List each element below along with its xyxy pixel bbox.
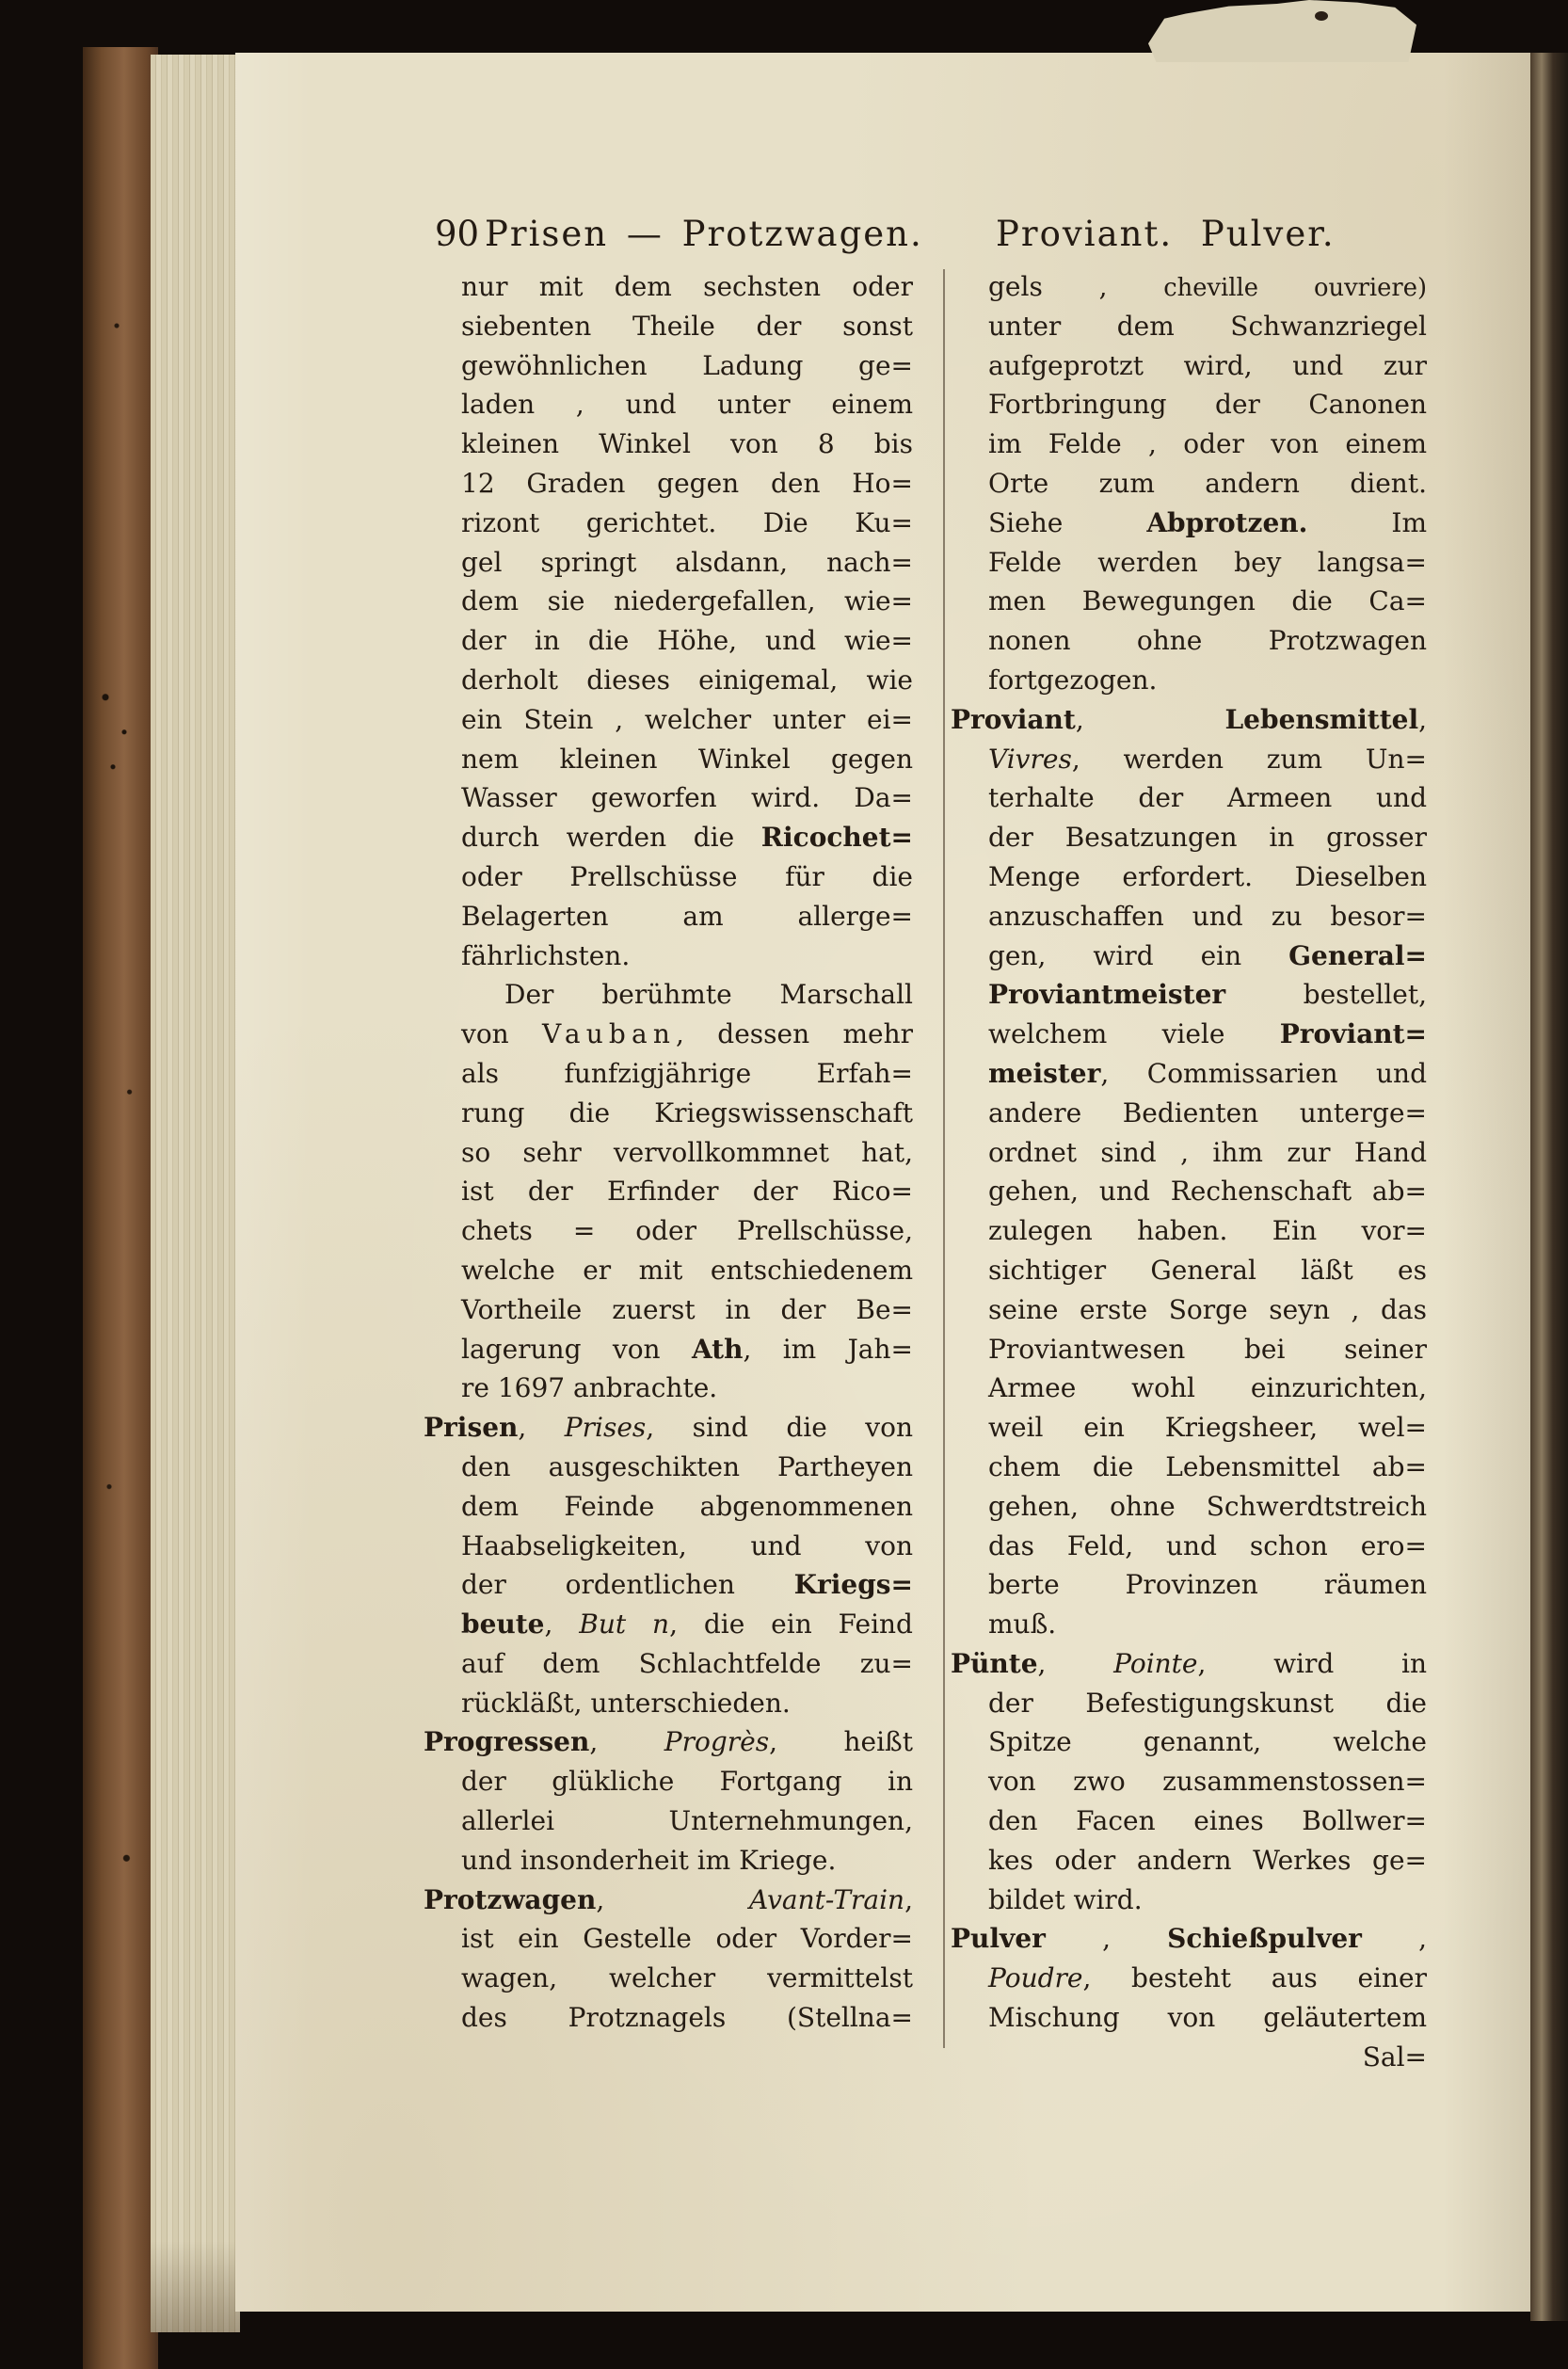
text-line: [988, 543, 1427, 583]
right-page-edges: [1530, 53, 1568, 2321]
text-run: wagen, welcher vermittelst: [461, 1962, 913, 1994]
text-line: [988, 1290, 1427, 1330]
text-column-left: [424, 267, 913, 2038]
bold-term: Protzwagen: [424, 1883, 597, 1915]
text-line: [461, 385, 913, 424]
text-run: Felde werden bey langsa=: [988, 546, 1427, 578]
text-line: [461, 1998, 913, 2038]
text-run: des Protznagels (Stellna=: [461, 2002, 913, 2034]
text-line: [461, 543, 913, 583]
torn-paper-scrap: [1148, 0, 1416, 62]
text-line: [461, 1684, 913, 1723]
text-line: [461, 1448, 913, 1487]
text-run: das Feld, und schon ero=: [988, 1529, 1427, 1561]
text-line: [988, 1959, 1427, 1998]
text-line: [461, 1133, 913, 1173]
bold-term: Prisen: [424, 1412, 519, 1444]
bold-term: Schießpulver: [1167, 1923, 1362, 1955]
text-run: lagerung von: [461, 1333, 692, 1365]
text-run: rückläßt, unterschieden.: [461, 1687, 791, 1719]
text-run: unter dem Schwanzriegel: [988, 310, 1427, 342]
text-run: oder Prellschüsse für die: [461, 860, 913, 892]
text-run: ,: [1037, 1647, 1114, 1679]
text-line: [461, 740, 913, 779]
text-run: Wasser geworfen wird. Da=: [461, 782, 913, 814]
text-line: [951, 1919, 1427, 1959]
text-line: [988, 1448, 1427, 1487]
text-line: [461, 1290, 913, 1330]
text-line: [988, 504, 1427, 543]
text-run: gewöhnlichen Ladung ge=: [461, 349, 913, 381]
text-run: anzuschaffen und zu besor=: [988, 900, 1427, 932]
text-run: , heißt: [769, 1726, 913, 1758]
text-line: [461, 1172, 913, 1211]
text-run: Spitze genannt, welche: [988, 1726, 1427, 1758]
text-line: [424, 1722, 913, 1762]
text-run: , besteht aus einer: [1082, 1962, 1427, 1994]
text-line: [988, 1998, 1427, 2038]
text-run: von: [461, 1018, 543, 1050]
text-run: der in die Höhe, und wie=: [461, 625, 913, 657]
text-run: andere Bedienten unterge=: [988, 1096, 1427, 1128]
text-run: ,: [589, 1726, 664, 1758]
text-line: [461, 1330, 913, 1369]
bold-term: beute: [461, 1609, 545, 1641]
text-line: [988, 1487, 1427, 1527]
text-run: rizont gerichtet. Die Ku=: [461, 506, 913, 538]
text-line: [988, 936, 1427, 976]
bold-term: meister: [988, 1057, 1101, 1089]
text-line: [988, 307, 1427, 346]
text-line: [988, 1605, 1427, 1644]
text-run: siebenten Theile der sonst: [461, 310, 913, 342]
text-line: [461, 1487, 913, 1527]
text-run: bildet wird.: [988, 1883, 1143, 1915]
text-run: Belagerten am allerge=: [461, 900, 913, 932]
text-run: chem die Lebensmittel ab=: [988, 1450, 1427, 1482]
bold-term: Pünte: [951, 1647, 1038, 1679]
bold-term: Proviant=: [1279, 1018, 1427, 1050]
text-line: [988, 1094, 1427, 1133]
text-run: , im Jah=: [743, 1333, 913, 1365]
italic-term: Progrès: [664, 1726, 770, 1758]
bold-term: Ricochet=: [760, 822, 913, 854]
text-line: [988, 1722, 1427, 1762]
text-run: laden , und unter einem: [461, 389, 913, 421]
text-line: [988, 385, 1427, 424]
text-run: nonen ohne Protzwagen: [988, 625, 1427, 657]
text-line: [461, 464, 913, 504]
text-line: [988, 1133, 1427, 1173]
italic-term: Pointe: [1113, 1647, 1198, 1679]
text-line: [988, 424, 1427, 464]
text-line: [988, 1527, 1427, 1566]
italic-term: But n: [579, 1609, 670, 1641]
text-run: der ordentlichen: [461, 1569, 794, 1601]
bold-term: Proviant: [951, 703, 1076, 735]
text-line: [461, 661, 913, 700]
text-line: [988, 1801, 1427, 1841]
text-run: ,: [544, 1609, 580, 1641]
text-line: [988, 1565, 1427, 1605]
text-run: von zwo zusammenstossen=: [988, 1766, 1427, 1798]
bold-term: Kriegs=: [793, 1569, 913, 1601]
text-run: nur mit dem sechsten oder: [461, 271, 913, 302]
text-run: rung die Kriegswissenschaft: [461, 1096, 913, 1128]
paragraph: [988, 267, 1427, 700]
text-run: zulegen haben. Ein vor=: [988, 1215, 1427, 1247]
running-title-left: Prisen — Protzwagen.: [485, 214, 923, 254]
text-run: der glükliche Fortgang in: [461, 1766, 913, 1798]
dictionary-entry: [951, 1644, 1427, 1920]
text-line: [988, 346, 1427, 386]
text-run: und insonderheit im Kriege.: [461, 1844, 837, 1876]
text-line: [461, 1015, 913, 1054]
text-run: gel springt alsdann, nach=: [461, 546, 913, 578]
bold-term: Lebensmittel: [1224, 703, 1419, 735]
text-line: [424, 1408, 913, 1448]
text-line: [461, 1054, 913, 1094]
text-line: [988, 1841, 1427, 1881]
text-line: [988, 1172, 1427, 1211]
italic-term: Avant-Train: [749, 1883, 905, 1915]
text-line: [988, 975, 1427, 1015]
text-line: [461, 936, 913, 976]
text-run: Armee wohl einzurichten,: [988, 1372, 1427, 1404]
text-run: berte Provinzen räumen: [988, 1569, 1427, 1601]
text-line: [461, 1959, 913, 1998]
text-line: [461, 582, 913, 621]
text-line: [461, 1369, 913, 1408]
text-line: [988, 857, 1427, 897]
text-run: terhalte der Armeen und: [988, 782, 1427, 814]
text-run: Haabseligkeiten, und von: [461, 1529, 913, 1561]
text-line: [988, 1684, 1427, 1723]
text-run: , wird in: [1197, 1647, 1427, 1679]
text-run: ,: [596, 1883, 749, 1915]
text-run: gels ,: [988, 271, 1164, 302]
text-run: 12 Graden gegen den Ho=: [461, 467, 913, 499]
text-run: dem Feinde abgenommenen: [461, 1490, 913, 1522]
text-line: [988, 464, 1427, 504]
text-line: [988, 1015, 1427, 1054]
dictionary-entry: [424, 1722, 913, 1880]
text-line: [461, 424, 913, 464]
text-line: [461, 346, 913, 386]
text-run: ,: [1361, 1923, 1427, 1955]
running-head: [0, 211, 1568, 258]
dictionary-entry: [424, 1881, 913, 2038]
text-run: , die ein Feind: [669, 1609, 913, 1641]
text-run: ,: [1418, 703, 1427, 735]
text-line: [461, 1527, 913, 1566]
dictionary-entry: [424, 1408, 913, 1722]
text-run: welche er mit entschiedenem: [461, 1254, 913, 1286]
text-run: ,: [1045, 1923, 1168, 1955]
text-line: [988, 1330, 1427, 1369]
text-run: seine erste Sorge seyn , das: [988, 1293, 1427, 1325]
text-line: [461, 778, 913, 818]
text-run: , Commissarien und: [1100, 1057, 1427, 1089]
italic-term: Prises: [564, 1412, 647, 1444]
text-line: [461, 897, 913, 936]
text-line: [988, 1408, 1427, 1448]
text-line: [988, 1251, 1427, 1290]
bold-term: Progressen: [424, 1726, 590, 1758]
text-run: bestellet,: [1225, 979, 1427, 1011]
text-run: muß.: [988, 1609, 1057, 1641]
text-line: [461, 1841, 913, 1881]
text-line: [988, 740, 1427, 779]
text-line: [461, 1801, 913, 1841]
catchword: Sal=: [1362, 2041, 1427, 2073]
text-run: dem sie niedergefallen, wie=: [461, 585, 913, 617]
text-run: so sehr vervollkommnet hat,: [461, 1136, 913, 1168]
bold-term: Ath: [691, 1333, 744, 1365]
text-run: ist der Erfinder der Rico=: [461, 1176, 913, 1208]
text-run: ordnet sind , ihm zur Hand: [988, 1136, 1427, 1168]
text-line: [988, 661, 1427, 700]
column-rule: [943, 269, 945, 2048]
text-run: sichtiger General läßt es: [988, 1254, 1427, 1286]
italic-term: Poudre: [988, 1962, 1083, 1994]
page-stack-edges: [151, 55, 240, 2332]
text-run: , werden zum Un=: [1071, 743, 1427, 775]
text-run: gehen, und Rechenschaft ab=: [988, 1176, 1427, 1208]
text-run: den Facen eines Bollwer=: [988, 1805, 1427, 1837]
text-line: [988, 621, 1427, 661]
text-run: Fortbringung der Canonen: [988, 389, 1427, 421]
text-line: [461, 267, 913, 307]
text-line: [988, 1369, 1427, 1408]
text-run: ,: [904, 1883, 913, 1915]
text-line: [988, 818, 1427, 857]
text-line: [461, 307, 913, 346]
text-run: durch werden die: [461, 822, 761, 854]
text-line: [461, 504, 913, 543]
text-line: [461, 1762, 913, 1801]
text-run: men Bewegungen die Ca=: [988, 585, 1427, 617]
text-line: [988, 267, 1427, 307]
text-run: Menge erfordert. Dieselben: [988, 860, 1427, 892]
text-line: [988, 1762, 1427, 1801]
text-run: ,: [1075, 703, 1225, 735]
text-line: [951, 700, 1427, 740]
running-title-right: Proviant. Pulver.: [996, 214, 1336, 254]
text-line: [504, 975, 913, 1015]
text-line: [461, 700, 913, 740]
text-run: als funfzigjährige Erfah=: [461, 1057, 913, 1089]
text-run: ein Stein , welcher unter ei=: [461, 703, 913, 735]
text-run: auf dem Schlachtfelde zu=: [461, 1647, 913, 1679]
text-line: [988, 1881, 1427, 1920]
text-run: Siehe: [988, 506, 1147, 538]
text-line: [988, 778, 1427, 818]
text-run: , dessen mehr: [676, 1018, 913, 1050]
page-number: 90: [435, 214, 480, 254]
text-line: [461, 1919, 913, 1959]
text-line: [988, 1054, 1427, 1094]
text-line: [461, 621, 913, 661]
text-line: [988, 1211, 1427, 1251]
text-run: nem kleinen Winkel gegen: [461, 743, 913, 775]
text-line: [461, 1605, 913, 1644]
text-run: im Felde , oder von einem: [988, 428, 1427, 460]
text-run: derholt dieses einigemal, wie: [461, 664, 913, 696]
text-run: Vortheile zuerst in der Be=: [461, 1293, 913, 1325]
text-run: , sind die von: [646, 1412, 913, 1444]
bold-term: Pulver: [951, 1923, 1046, 1955]
text-run: Orte zum andern dient.: [988, 467, 1427, 499]
bold-term: General=: [1288, 939, 1427, 971]
text-run: gehen, ohne Schwerdtstreich: [988, 1490, 1427, 1522]
text-run: fortgezogen.: [988, 664, 1158, 696]
text-line: [424, 1881, 913, 1920]
text-run: Proviantwesen bei seiner: [988, 1333, 1427, 1365]
dictionary-entry: [951, 700, 1427, 1644]
text-column-right: [951, 267, 1427, 2038]
text-run: aufgeprotzt wird, und zur: [988, 349, 1427, 381]
text-line: [461, 1094, 913, 1133]
text-run: ist ein Gestelle oder Vorder=: [461, 1923, 913, 1955]
bold-term: Abprotzen.: [1146, 506, 1308, 538]
antiqua-term: cheville ouvriere): [1163, 274, 1427, 302]
paragraph: [461, 975, 913, 1408]
italic-term: Vivres: [988, 743, 1072, 775]
text-run: allerlei Unternehmungen,: [461, 1805, 913, 1837]
bold-term: Proviantmeister: [988, 979, 1226, 1011]
dictionary-entry: [951, 1919, 1427, 2037]
text-line: [461, 1565, 913, 1605]
text-line: [951, 1644, 1427, 1684]
text-line: [461, 1644, 913, 1684]
text-line: [461, 857, 913, 897]
spaced-name: Vauban: [542, 1018, 677, 1050]
text-line: [988, 897, 1427, 936]
text-line: [988, 582, 1427, 621]
text-line: [461, 1251, 913, 1290]
text-run: der Besatzungen in grosser: [988, 822, 1427, 854]
text-run: Mischung von geläutertem: [988, 2002, 1427, 2034]
paragraph: [461, 267, 913, 975]
text-line: [461, 1211, 913, 1251]
text-run: Im: [1307, 506, 1427, 538]
text-run: der Befestigungskunst die: [988, 1687, 1427, 1719]
text-run: gen, wird ein: [988, 939, 1289, 971]
text-run: Der berühmte Marschall: [504, 979, 913, 1011]
text-run: fährlichsten.: [461, 939, 631, 971]
text-line: [461, 818, 913, 857]
text-run: ,: [518, 1412, 565, 1444]
text-run: den ausgeschikten Partheyen: [461, 1450, 913, 1482]
text-run: re 1697 anbrachte.: [461, 1372, 718, 1404]
text-run: chets = oder Prellschüsse,: [461, 1215, 913, 1247]
book-cover-edge: [83, 47, 158, 2369]
text-run: kleinen Winkel von 8 bis: [461, 428, 913, 460]
text-run: kes oder andern Werkes ge=: [988, 1844, 1427, 1876]
text-run: welchem viele: [988, 1018, 1280, 1050]
text-run: weil ein Kriegsheer, wel=: [988, 1412, 1427, 1444]
